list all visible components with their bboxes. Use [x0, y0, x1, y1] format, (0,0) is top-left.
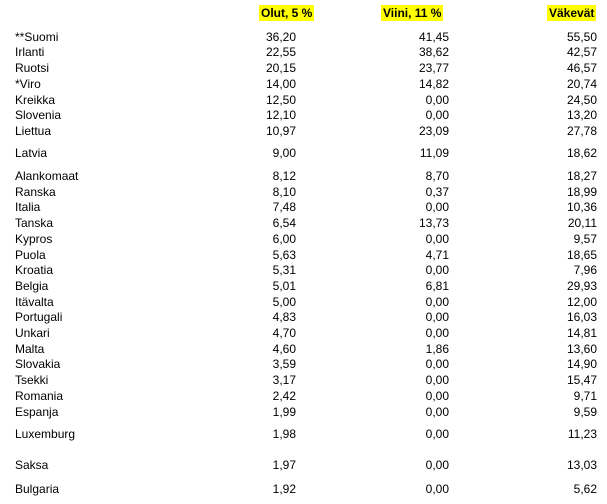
- spirits-cell: 5,62: [573, 482, 597, 496]
- wine-cell: 0,00: [425, 263, 449, 277]
- country-cell: Kreikka: [15, 93, 56, 107]
- table-row: [0, 61, 607, 76]
- country-cell: Puola: [15, 248, 46, 262]
- table-row: [0, 482, 607, 497]
- country-cell: Liettua: [15, 124, 52, 138]
- table-row: [0, 373, 607, 388]
- beer-cell: 5,01: [272, 279, 296, 293]
- table-row: [0, 124, 607, 139]
- spirits-cell: 9,57: [573, 232, 597, 246]
- table-row: [0, 232, 607, 247]
- table-row: [0, 185, 607, 200]
- table-row: [0, 326, 607, 341]
- country-cell: Espanja: [15, 405, 59, 419]
- spirits-cell: 9,71: [573, 389, 597, 403]
- beer-cell: 4,83: [272, 310, 296, 324]
- country-cell: Itävalta: [15, 295, 54, 309]
- wine-cell: 0,00: [425, 93, 449, 107]
- wine-cell: 38,62: [418, 45, 449, 59]
- beer-cell: 5,63: [272, 248, 296, 262]
- wine-cell: 11,09: [419, 146, 449, 160]
- wine-cell: 0,00: [425, 232, 449, 246]
- beer-cell: 22,55: [265, 45, 296, 59]
- beer-cell: 8,12: [272, 169, 296, 183]
- table-row: [0, 405, 607, 420]
- wine-cell: 0,00: [425, 295, 449, 309]
- beer-cell: 12,10: [265, 108, 296, 122]
- country-cell: Romania: [15, 389, 64, 403]
- table-row: [0, 279, 607, 294]
- table-row: [0, 389, 607, 404]
- country-cell: Belgia: [15, 279, 49, 293]
- country-cell: Slovakia: [15, 357, 61, 371]
- beer-cell: 1,97: [272, 458, 296, 472]
- table-row: [0, 295, 607, 310]
- country-cell: Kypros: [15, 232, 53, 246]
- header-wine: Viini, 11 %: [383, 6, 442, 20]
- table-row: [0, 93, 607, 108]
- wine-cell: 0,37: [425, 185, 449, 199]
- beer-cell: 1,99: [272, 405, 296, 419]
- beer-cell: 3,17: [272, 373, 296, 387]
- spirits-cell: 18,27: [566, 169, 597, 183]
- table-row: [0, 357, 607, 372]
- spirits-cell: 20,74: [566, 77, 597, 91]
- table-row: [0, 200, 607, 215]
- table-row: [0, 216, 607, 231]
- country-cell: Ranska: [15, 185, 56, 199]
- wine-cell: 0,00: [425, 373, 449, 387]
- beer-cell: 4,70: [272, 326, 296, 340]
- beer-cell: 5,31: [272, 263, 296, 277]
- wine-cell: 6,81: [425, 279, 449, 293]
- table-row: [0, 45, 607, 60]
- spirits-cell: 14,81: [566, 326, 597, 340]
- wine-cell: 0,00: [425, 357, 449, 371]
- spirits-cell: 29,93: [566, 279, 597, 293]
- spirits-cell: 18,99: [566, 185, 597, 199]
- beer-cell: 12,50: [265, 93, 296, 107]
- table-row: [0, 310, 607, 325]
- wine-cell: 4,71: [425, 248, 449, 262]
- spirits-cell: 55,50: [566, 30, 597, 44]
- country-cell: Luxemburg: [15, 427, 76, 441]
- country-cell: Alankomaat: [15, 169, 79, 183]
- beer-cell: 20,15: [265, 61, 296, 75]
- beer-cell: 7,48: [272, 200, 296, 214]
- table-row: [0, 263, 607, 278]
- country-cell: Italia: [15, 200, 41, 214]
- spirits-cell: 20,11: [567, 216, 597, 230]
- country-cell: Latvia: [15, 146, 48, 160]
- wine-cell: 0,00: [425, 389, 449, 403]
- beer-cell: 5,00: [272, 295, 296, 309]
- table-row: [0, 108, 607, 123]
- beer-cell: 36,20: [265, 30, 296, 44]
- header-spirits: Väkevät: [549, 6, 595, 20]
- country-cell: Unkari: [15, 326, 50, 340]
- spirits-cell: 11,23: [567, 427, 597, 441]
- beer-cell: 9,00: [272, 146, 296, 160]
- wine-cell: 14,82: [418, 77, 449, 91]
- spirits-cell: 7,96: [573, 263, 597, 277]
- table-row: [0, 427, 607, 442]
- beer-cell: 8,10: [272, 185, 296, 199]
- spirits-cell: 10,36: [566, 200, 597, 214]
- table-row: [0, 30, 607, 45]
- spirits-cell: 12,00: [566, 295, 597, 309]
- beer-cell: 1,92: [272, 482, 296, 496]
- spirits-cell: 46,57: [566, 61, 597, 75]
- country-cell: Tsekki: [15, 373, 49, 387]
- table-row: [0, 248, 607, 263]
- spirits-cell: 14,90: [566, 357, 597, 371]
- wine-cell: 0,00: [425, 200, 449, 214]
- beer-cell: 6,54: [272, 216, 296, 230]
- spirits-cell: 13,03: [566, 458, 597, 472]
- spirits-cell: 9,59: [573, 405, 597, 419]
- spirits-cell: 13,20: [566, 108, 597, 122]
- wine-cell: 0,00: [425, 482, 449, 496]
- wine-cell: 23,09: [418, 124, 449, 138]
- wine-cell: 0,00: [425, 458, 449, 472]
- wine-cell: 1,86: [425, 342, 449, 356]
- beer-cell: 10,97: [265, 124, 296, 138]
- country-cell: Ruotsi: [15, 61, 50, 75]
- spirits-cell: 24,50: [566, 93, 597, 107]
- spirits-cell: 18,65: [566, 248, 597, 262]
- spirits-cell: 16,03: [566, 310, 597, 324]
- beer-cell: 3,59: [272, 357, 296, 371]
- table-row: [0, 458, 607, 473]
- country-cell: Tanska: [15, 216, 54, 230]
- country-cell: *Viro: [15, 77, 41, 91]
- country-cell: Saksa: [15, 458, 49, 472]
- country-cell: Bulgaria: [15, 482, 60, 496]
- country-cell: Slovenia: [15, 108, 62, 122]
- beer-cell: 2,42: [272, 389, 296, 403]
- wine-cell: 0,00: [425, 108, 449, 122]
- wine-cell: 0,00: [425, 427, 449, 441]
- beer-cell: 6,00: [272, 232, 296, 246]
- wine-cell: 23,77: [418, 61, 449, 75]
- wine-cell: 41,45: [418, 30, 449, 44]
- wine-cell: 0,00: [425, 326, 449, 340]
- spirits-cell: 42,57: [566, 45, 597, 59]
- wine-cell: 13,73: [418, 216, 449, 230]
- spirits-cell: 13,60: [566, 342, 597, 356]
- spirits-cell: 27,78: [566, 124, 597, 138]
- country-cell: Malta: [15, 342, 45, 356]
- wine-cell: 0,00: [425, 310, 449, 324]
- country-cell: Portugali: [15, 310, 63, 324]
- beer-cell: 1,98: [272, 427, 296, 441]
- beer-cell: 14,00: [265, 77, 296, 91]
- country-cell: Irlanti: [15, 45, 45, 59]
- table-row: [0, 77, 607, 92]
- spirits-cell: 18,62: [566, 146, 597, 160]
- spirits-cell: 15,47: [566, 373, 597, 387]
- country-cell: **Suomi: [15, 30, 59, 44]
- wine-cell: 8,70: [425, 169, 449, 183]
- country-cell: Kroatia: [15, 263, 54, 277]
- table-row: [0, 169, 607, 184]
- header-beer: Olut, 5 %: [261, 6, 313, 20]
- wine-cell: 0,00: [425, 405, 449, 419]
- beer-cell: 4,60: [272, 342, 296, 356]
- table-row: [0, 342, 607, 357]
- table-row: [0, 146, 607, 161]
